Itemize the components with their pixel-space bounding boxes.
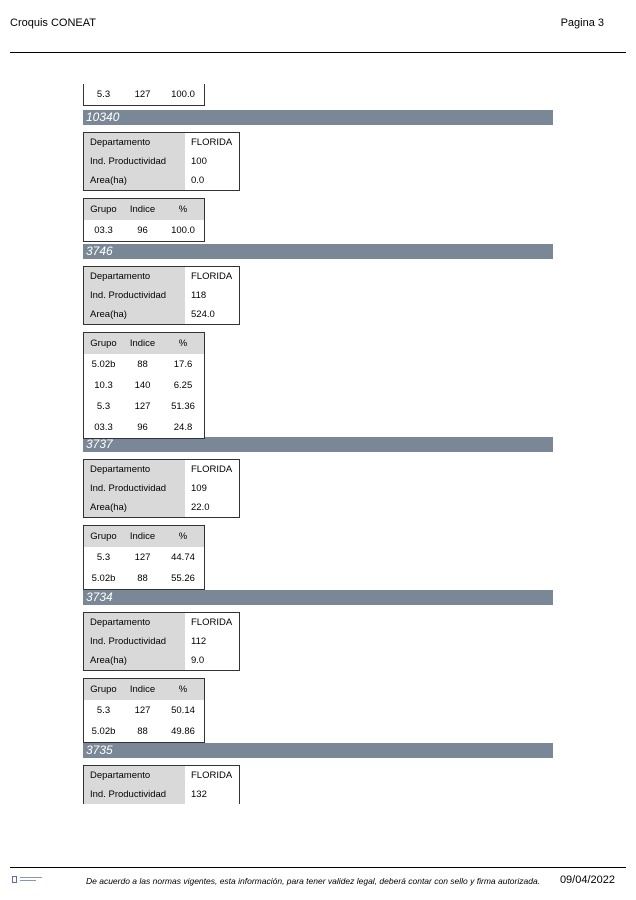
index-cell: 96: [137, 422, 148, 433]
info-value: 0.0: [191, 175, 205, 186]
info-label: Ind. Productividad: [84, 785, 185, 804]
table-row: [84, 498, 239, 517]
percent-cell: 6.25: [173, 380, 193, 391]
info-value: FLORIDA: [191, 464, 233, 475]
table-header-row: [84, 199, 204, 220]
table-row: [84, 547, 204, 568]
info-value: 118: [191, 290, 207, 301]
percent-cell: 24.8: [173, 422, 193, 433]
index-cell: 140: [134, 380, 151, 391]
group-cell: 5.02b: [91, 573, 116, 584]
column-header: Indice: [123, 333, 162, 354]
table-row: [84, 375, 204, 396]
info-value: 109: [191, 483, 207, 494]
info-value: FLORIDA: [191, 617, 233, 628]
percent-cell: 100.0: [171, 225, 195, 236]
table-row: [84, 220, 204, 241]
info-value: 9.0: [191, 655, 205, 666]
info-value: 100: [191, 156, 207, 167]
percent-cell: 17.6: [173, 359, 193, 370]
percent-cell: 51.36: [171, 401, 195, 412]
info-value: 112: [191, 636, 207, 647]
table-row: [84, 632, 239, 651]
info-label: Area(ha): [84, 498, 185, 517]
info-value: FLORIDA: [191, 770, 233, 781]
info-value: 524.0: [191, 309, 215, 320]
table-header-row: [84, 679, 204, 700]
index-cell: 127: [134, 89, 151, 100]
group-table: [83, 332, 205, 439]
table-row: [84, 613, 239, 632]
index-cell: 127: [134, 552, 151, 563]
index-cell: 88: [137, 359, 148, 370]
group-cell: 5.3: [96, 401, 111, 412]
info-table: [83, 266, 240, 325]
percent-cell: 50.14: [171, 705, 195, 716]
index-cell: 96: [137, 225, 148, 236]
info-label: Area(ha): [84, 171, 185, 190]
group-table: [83, 525, 205, 590]
info-label: Departamento: [84, 613, 185, 632]
info-table: [83, 459, 240, 518]
info-label: Area(ha): [84, 305, 185, 324]
info-label: Departamento: [84, 766, 185, 785]
table-row: [84, 700, 204, 721]
table-row: [84, 785, 239, 804]
info-value: FLORIDA: [191, 137, 233, 148]
group-cell: 5.3: [96, 705, 111, 716]
table-row: [84, 460, 239, 479]
table-row: [84, 286, 239, 305]
column-header: Indice: [123, 679, 162, 700]
table-row: [84, 417, 204, 438]
page-number: Pagina 3: [560, 17, 604, 29]
info-table: [83, 765, 240, 804]
group-table: [83, 198, 205, 242]
index-cell: 127: [134, 705, 151, 716]
column-header: Grupo: [84, 199, 123, 220]
continued-group-table: [83, 84, 205, 106]
table-row: [84, 171, 239, 190]
column-header: Indice: [123, 526, 162, 547]
info-table: [83, 132, 240, 191]
table-row: [84, 354, 204, 375]
info-label: Ind. Productividad: [84, 286, 185, 305]
group-cell: 5.02b: [91, 726, 116, 737]
info-label: Departamento: [84, 267, 185, 286]
info-label: Departamento: [84, 460, 185, 479]
info-value: 132: [191, 789, 207, 800]
legal-notice: De acuerdo a las normas vigentes, esta información, para tener validez legal, deberá contar con sello y firma autorizada.: [86, 876, 541, 886]
column-header: Grupo: [84, 679, 123, 700]
column-header: %: [162, 526, 204, 547]
section-header: 10340: [83, 110, 553, 125]
info-label: Ind. Productividad: [84, 632, 185, 651]
section-header: 3746: [83, 244, 553, 259]
table-row: [84, 766, 239, 785]
index-cell: 88: [137, 573, 148, 584]
column-header: Grupo: [84, 333, 123, 354]
index-cell: 127: [134, 401, 151, 412]
group-table: [83, 678, 205, 743]
section-header: 3735: [83, 743, 553, 758]
page-title: Croquis CONEAT: [10, 17, 96, 29]
column-header: %: [162, 199, 204, 220]
section-header: 3734: [83, 590, 553, 605]
table-header-row: [84, 333, 204, 354]
group-cell: 5.3: [96, 552, 111, 563]
column-header: %: [162, 679, 204, 700]
table-row: [84, 479, 239, 498]
section-header: 3737: [86, 437, 113, 451]
info-label: Area(ha): [84, 651, 185, 670]
table-row: [84, 267, 239, 286]
index-cell: 88: [137, 726, 148, 737]
percent-cell: 55.26: [171, 573, 195, 584]
table-row: [84, 84, 204, 105]
column-header: %: [162, 333, 204, 354]
table-row: [84, 152, 239, 171]
info-label: Ind. Productividad: [84, 152, 185, 171]
info-label: Ind. Productividad: [84, 479, 185, 498]
group-cell: 03.3: [94, 422, 113, 433]
percent-cell: 44.74: [171, 552, 195, 563]
info-table: [83, 612, 240, 671]
group-cell: 03.3: [94, 225, 113, 236]
table-row: [84, 396, 204, 417]
table-row: [84, 133, 239, 152]
group-cell: 5.3: [96, 89, 111, 100]
info-value: 22.0: [191, 502, 210, 513]
column-header: Grupo: [84, 526, 123, 547]
table-row: [84, 305, 239, 324]
column-header: Indice: [123, 199, 162, 220]
group-cell: 5.02b: [91, 359, 116, 370]
table-header-row: [84, 526, 204, 547]
percent-cell: 49.86: [171, 726, 195, 737]
percent-cell: 100.0: [171, 89, 195, 100]
table-row: [84, 651, 239, 670]
table-row: [84, 721, 204, 742]
report-date: 09/04/2022: [559, 874, 615, 886]
table-row: [84, 568, 204, 589]
group-cell: 10.3: [94, 380, 113, 391]
info-label: Departamento: [84, 133, 185, 152]
info-value: FLORIDA: [191, 271, 233, 282]
